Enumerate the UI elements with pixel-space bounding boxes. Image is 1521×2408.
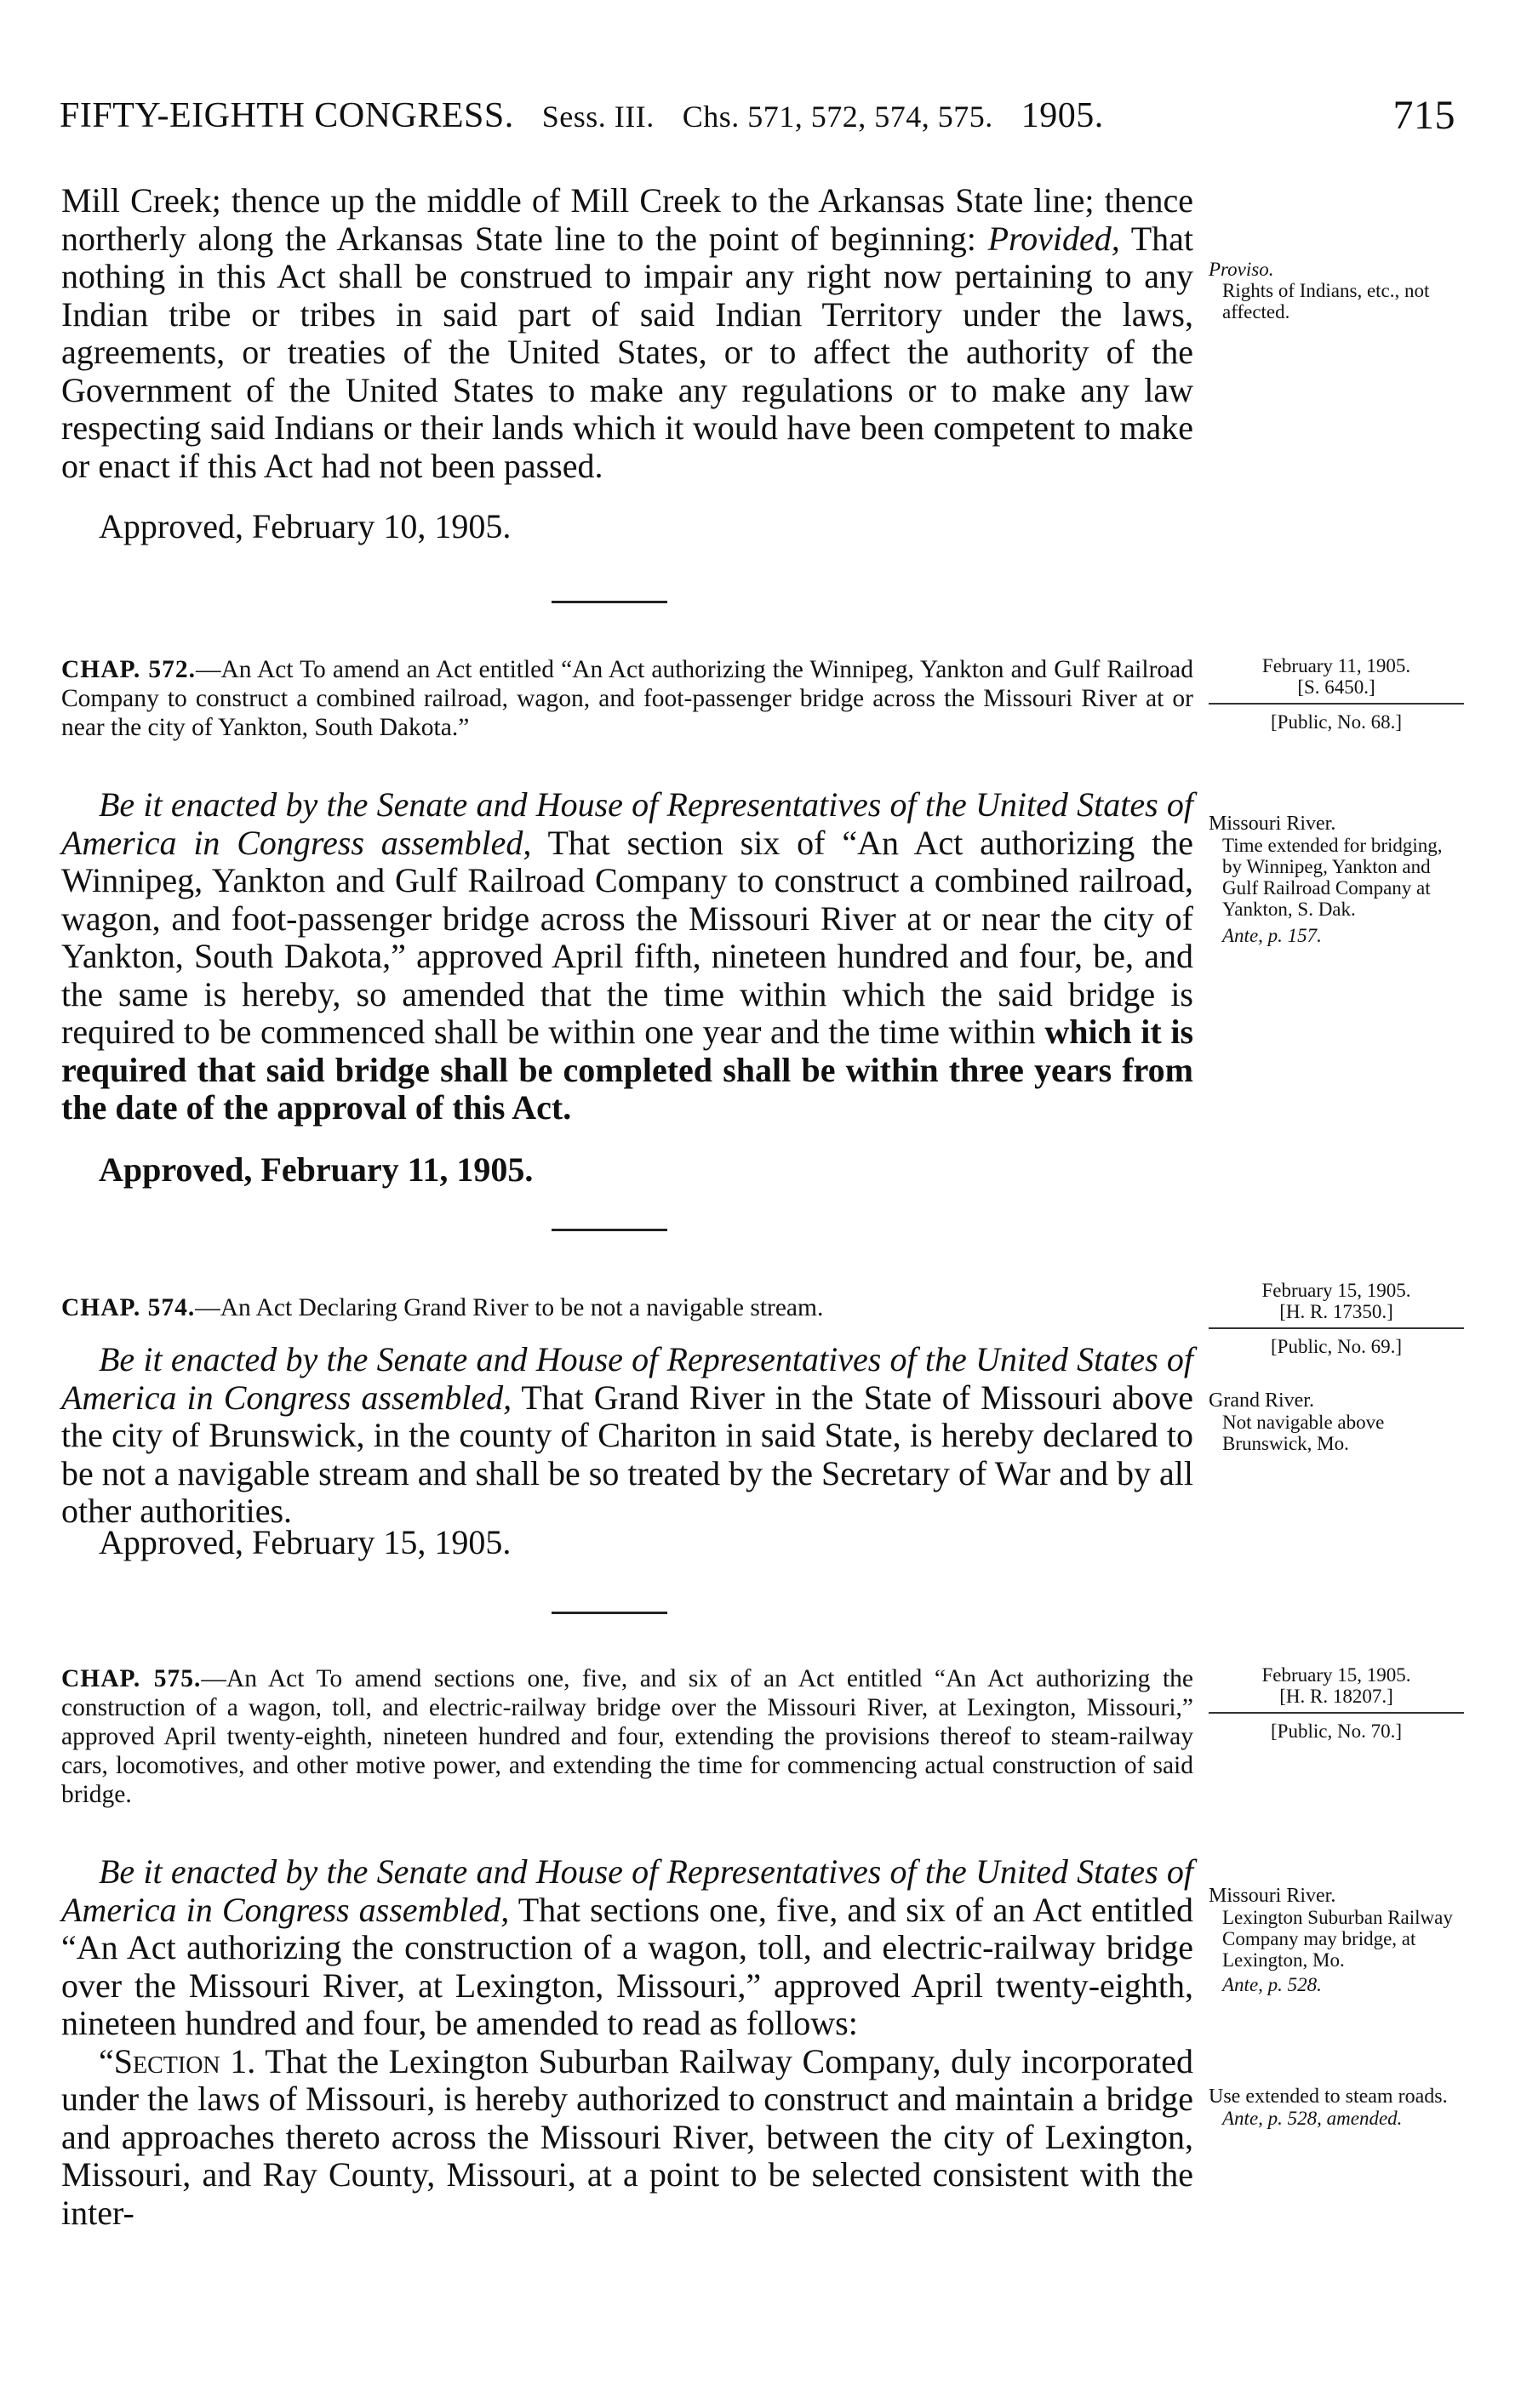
ch572-margin-header bbox=[1209, 655, 1464, 733]
ch574-margin-header bbox=[1209, 1280, 1464, 1357]
ch575-note-use: Use extended to steam roads. bbox=[1209, 2086, 1448, 2108]
ch574-title-block bbox=[61, 1293, 1193, 1322]
ch572-margin-note bbox=[1209, 813, 1464, 946]
ch574-text bbox=[61, 1341, 1193, 1531]
ch572-number: CHAP. 572. bbox=[61, 656, 196, 683]
ch571-approved: Approved, February 10, 1905. bbox=[99, 507, 512, 545]
ch571-margin-note bbox=[1209, 259, 1464, 322]
ch571-text bbox=[61, 182, 1193, 485]
proviso-word: Provided, bbox=[987, 219, 1120, 258]
ch572-text bbox=[61, 786, 1193, 1127]
ch575-section-label: “Section 1. bbox=[99, 2041, 256, 2080]
proviso-note: Proviso. bbox=[1209, 259, 1274, 280]
ch571-text-a: Mill Creek; thence up the middle of Mill Creek to the Arkansas State line; thence northerly along the Arkansas State line to the point of beginning: bbox=[61, 181, 1193, 258]
note-rule bbox=[1209, 703, 1464, 705]
note-rule bbox=[1209, 1327, 1464, 1329]
ch575-title-block bbox=[61, 1664, 1193, 1809]
ch575-date: February 15, 1905. bbox=[1261, 1664, 1411, 1686]
note-rule bbox=[1209, 1712, 1464, 1714]
ch575-margin-note-2 bbox=[1209, 2086, 1464, 2129]
ch575-title: —An Act To amend sections one, five, and six of an Act entitled “An Act authorizing the construction of a wagon, toll, and electric-railway bridge over the Missouri River, at Lexington, Missouri,” approved April twenty-eighth, nineteen hundred and four, extending the provisions thereof to steam-railway cars, locomotives, and other motive power, and extending the time for commencing actual construction of said bridge. bbox=[61, 1665, 1193, 1808]
ch574-approved: Approved, February 15, 1905. bbox=[99, 1523, 512, 1561]
congress-title: FIFTY-EIGHTH CONGRESS. bbox=[60, 96, 514, 135]
ch574-date: February 15, 1905. bbox=[1261, 1280, 1411, 1301]
ch575-text bbox=[61, 1853, 1193, 2232]
ch572-text-b: which it is required that said bridge shall be completed shall be within three years from the date of the approval of this Act. bbox=[61, 1013, 1194, 1127]
ch575-text: That sections one, five, and six of an Act entitled “An Act authorizing the construction of a wagon, toll, and electric-railway bridge over the Missouri River, at Lexington, Missouri,” approved April twenty-eighth, nineteen hundred and four, be amended to read as follows: bbox=[61, 1890, 1193, 2042]
running-head bbox=[60, 95, 1455, 146]
ch574-bill: [H. R. 17350.] bbox=[1279, 1301, 1393, 1322]
ch575-note-ante2: Ante, p. 528, amended. bbox=[1222, 2108, 1403, 2129]
section-divider bbox=[552, 1612, 667, 1614]
ch574-title: —An Act Declaring Grand River to be not a navigable stream. bbox=[195, 1294, 824, 1321]
ch575-note-head: Missouri River. bbox=[1209, 1885, 1336, 1907]
year-label: 1905. bbox=[1021, 96, 1104, 135]
section-divider bbox=[552, 1229, 667, 1231]
ch574-note-text: Not navigable above Brunswick, Mo. bbox=[1222, 1412, 1385, 1454]
rights-note: Rights of Indians, etc., not affected. bbox=[1222, 280, 1430, 322]
ch572-public: [Public, No. 68.] bbox=[1271, 711, 1402, 733]
ch575-note-text: Lexington Suburban Railway Company may bridge, at Lexington, Mo. bbox=[1222, 1907, 1453, 1971]
ch575-public: [Public, No. 70.] bbox=[1271, 1720, 1402, 1742]
ch575-number: CHAP. 575. bbox=[61, 1665, 202, 1692]
ch574-text: That Grand River in the State of Missouri above the city of Brunswick, in the county of Chariton in said State, is hereby declared to be not a navigable stream and shall be so treated by the Secretary of War and by all other authorities. bbox=[61, 1378, 1193, 1530]
ch572-title-block bbox=[61, 655, 1193, 742]
ch575-margin-note bbox=[1209, 1886, 1464, 1995]
ch574-margin-note bbox=[1209, 1390, 1464, 1454]
ch571-text-b: That nothing in this Act shall be construed to impair any right now pertaining to any Indian tribe or tribes in said part of said Indian Territory under the laws, agreements, or treaties of the United States, or to affect the authority of the Government of the United States to make any regulations or to make any law respecting said Indians or their lands which it would have been competent to make or enact if this Act had not been passed. bbox=[61, 219, 1194, 485]
page-number: 715 bbox=[1392, 93, 1455, 138]
section-divider bbox=[552, 601, 667, 603]
ch575-enacting-clause: Be it enacted by the Senate and House of Representatives of the United States of America in Congress assembled, bbox=[61, 1852, 1193, 1929]
ch574-public: [Public, No. 69.] bbox=[1271, 1336, 1402, 1357]
ch572-note-head: Missouri River. bbox=[1209, 813, 1336, 835]
ch572-title: —An Act To amend an Act entitled “An Act authorizing the Winnipeg, Yankton and Gulf Railroad Company to construct a combined railroad, wagon, and foot-passenger bridge across the Missouri River at or near the city of Yankton, South Dakota.” bbox=[61, 656, 1193, 741]
chapters-label: Chs. 571, 572, 574, 575. bbox=[682, 100, 993, 134]
ch572-text-a: That section six of “An Act authorizing the Winnipeg, Yankton and Gulf Railroad Company to construct a combined railroad, wagon, and foot-passenger bridge across the Missouri River at or near the city of Yankton, South Dakota,” approved April fifth, nineteen hundred and four, be, and the same is hereby, so amended that the time within which the said bridge is required to be commenced shall be within one year and the time within bbox=[61, 823, 1193, 1051]
ch572-note-ante: Ante, p. 157. bbox=[1222, 925, 1322, 946]
ch572-bill: [S. 6450.] bbox=[1297, 676, 1375, 698]
ch572-date: February 11, 1905. bbox=[1261, 655, 1411, 676]
ch575-section-text: That the Lexington Suburban Railway Company, duly incorporated under the laws of Missouri, is hereby authorized to construct and maintain a bridge and approaches thereto across the Missouri River, between the city of Lexington, Missouri, and Ray County, Missouri, at a point to be selected consistent with the inter- bbox=[61, 2041, 1193, 2232]
ch572-note-text: Time extended for bridging, by Winnipeg, Yankton and Gulf Railroad Company at Yankton, S. Dak. bbox=[1222, 835, 1443, 920]
ch572-enacting-clause: Be it enacted by the Senate and House of Representatives of the United States of America in Congress assembled, bbox=[61, 785, 1193, 862]
ch574-note-head: Grand River. bbox=[1209, 1389, 1314, 1412]
session-label: Sess. III. bbox=[541, 100, 655, 134]
ch572-approved: Approved, February 11, 1905. bbox=[99, 1150, 534, 1189]
ch575-margin-header bbox=[1209, 1664, 1464, 1742]
ch574-number: CHAP. 574. bbox=[61, 1294, 196, 1321]
ch575-bill: [H. R. 18207.] bbox=[1279, 1686, 1393, 1707]
ch574-enacting-clause: Be it enacted by the Senate and House of Representatives of the United States of America in Congress assembled, bbox=[61, 1340, 1193, 1417]
ch575-note-ante: Ante, p. 528. bbox=[1222, 1974, 1322, 1995]
